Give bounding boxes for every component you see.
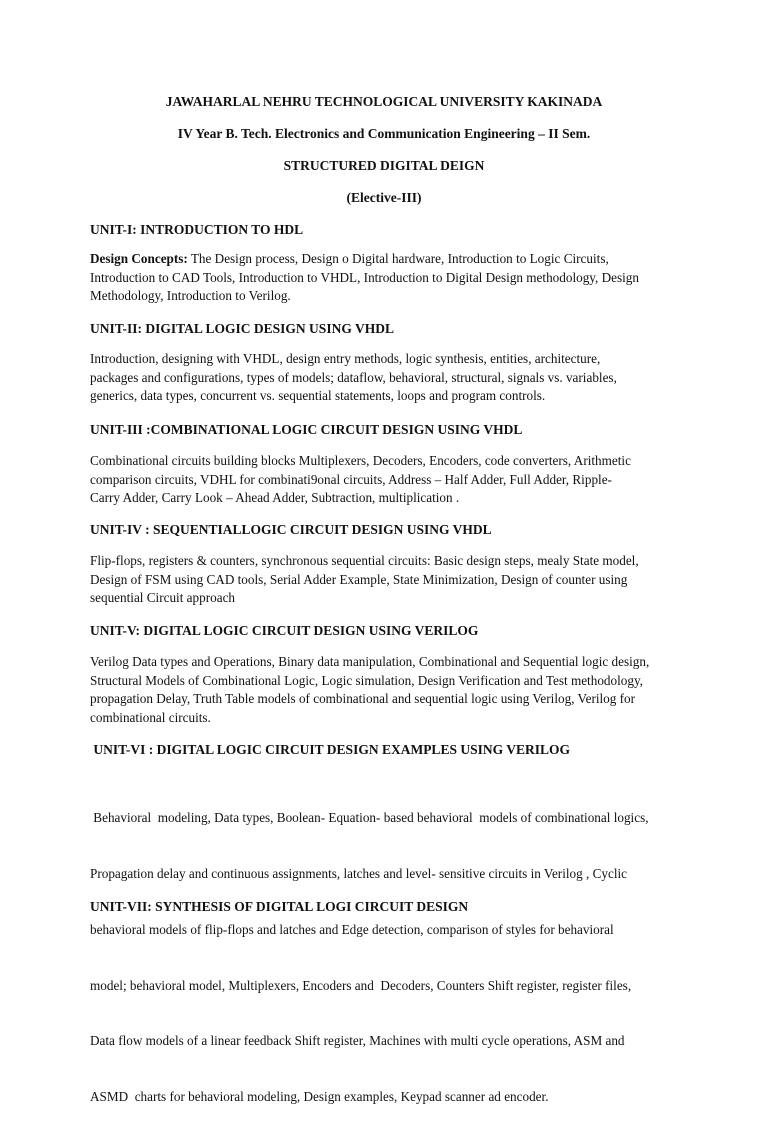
unit-1-body [90, 250, 690, 306]
university-title: JAWAHARLAL NEHRU TECHNOLOGICAL UNIVERSITY KAKINADA [165, 94, 603, 109]
unit-2-body [90, 350, 690, 406]
unit-6-line: ASMD charts for behavioral modeling, Design examples, Keypad scanner ad encoder. [90, 1089, 549, 1105]
unit-3-line: Combinational circuits building blocks Multiplexers, Decoders, Encoders, code converters, Arithmetic [90, 453, 631, 468]
unit-4-line: Design of FSM using CAD tools, Serial Adder Example, State Minimization, Design of counter using [90, 571, 628, 587]
unit-5-body [90, 653, 690, 727]
unit-6-line: Propagation delay and continuous assignments, latches and level- sensitive circuits in Verilog , Cyclic [90, 865, 628, 881]
unit-1-line: Introduction to CAD Tools, Introduction to VHDL, Introduction to Digital Design methodology, Design [90, 269, 639, 285]
unit-3-line: comparison circuits, VDHL for combinati9onal circuits, Address – Half Adder, Full Adder, Ripple- [90, 471, 612, 487]
unit-1-line: Design Concepts: The Design process, Design o Digital hardware, Introduction to Logic Circuits, [90, 251, 609, 266]
unit-5-line: Verilog Data types and Operations, Binary data manipulation, Combinational and Sequential logic design, [90, 654, 650, 669]
unit-6-line: Data flow models of a linear feedback Shift register, Machines with multi cycle operations, ASM and [90, 1033, 625, 1049]
unit-3-body [90, 452, 690, 508]
unit-5-line: combinational circuits. [90, 709, 211, 725]
subject-title: STRUCTURED DIGITAL DEIGN [283, 158, 485, 173]
unit-6-heading: UNIT-VI : DIGITAL LOGIC CIRCUIT DESIGN EXAMPLES USING VERILOG [90, 742, 570, 757]
unit-6-line: model; behavioral model, Multiplexers, Encoders and Decoders, Counters Shift register, register files, [90, 977, 632, 993]
unit-7-heading: UNIT-VII: SYNTHESIS OF DIGITAL LOGI CIRCUIT DESIGN [90, 899, 469, 914]
unit-4-heading: UNIT-IV : SEQUENTIALLOGIC CIRCUIT DESIGN USING VHDL [90, 522, 492, 537]
unit-6-body [90, 772, 690, 1144]
unit-6-line: Behavioral modeling, Data types, Boolean- Equation- based behavioral models of combinational logics, [90, 810, 649, 826]
unit-4-body [90, 552, 690, 608]
course-title: IV Year B. Tech. Electronics and Communication Engineering – II Sem. [177, 126, 591, 141]
unit-4-line: Flip-flops, registers & counters, synchronous sequential circuits: Basic design steps, mealy State model, [90, 553, 639, 568]
unit-2-line: generics, data types, concurrent vs. sequential statements, loops and program controls. [90, 388, 546, 404]
unit-2-line: packages and configurations, types of models; dataflow, behavioral, structural, signals vs. variables, [90, 369, 617, 385]
unit-3-line: Carry Adder, Carry Look – Ahead Adder, Subtraction, multiplication . [90, 490, 460, 506]
unit-5-line: propagation Delay, Truth Table models of combinational and sequential logic using Verilog, Verilog for [90, 691, 636, 707]
unit-5-line: Structural Models of Combinational Logic, Logic simulation, Design Verification and Test methodology, [90, 672, 643, 688]
unit-2-line: Introduction, designing with VHDL, design entry methods, logic synthesis, entities, architecture, [90, 351, 601, 366]
elective-label: (Elective-III) [346, 190, 422, 205]
unit-5-heading: UNIT-V: DIGITAL LOGIC CIRCUIT DESIGN USING VERILOG [90, 623, 479, 638]
unit-6-line: behavioral models of flip-flops and latches and Edge detection, comparison of styles for behavioral [90, 921, 614, 937]
unit-3-heading: UNIT-III :COMBINATIONAL LOGIC CIRCUIT DESIGN USING VHDL [90, 422, 523, 437]
unit-1-heading: UNIT-I: INTRODUCTION TO HDL [90, 222, 304, 237]
unit-1-lead: Design Concepts: [90, 251, 188, 266]
unit-1-line: Methodology, Introduction to Verilog. [90, 288, 291, 304]
unit-2-heading: UNIT-II: DIGITAL LOGIC DESIGN USING VHDL [90, 321, 394, 336]
unit-4-line: sequential Circuit approach [90, 590, 236, 606]
